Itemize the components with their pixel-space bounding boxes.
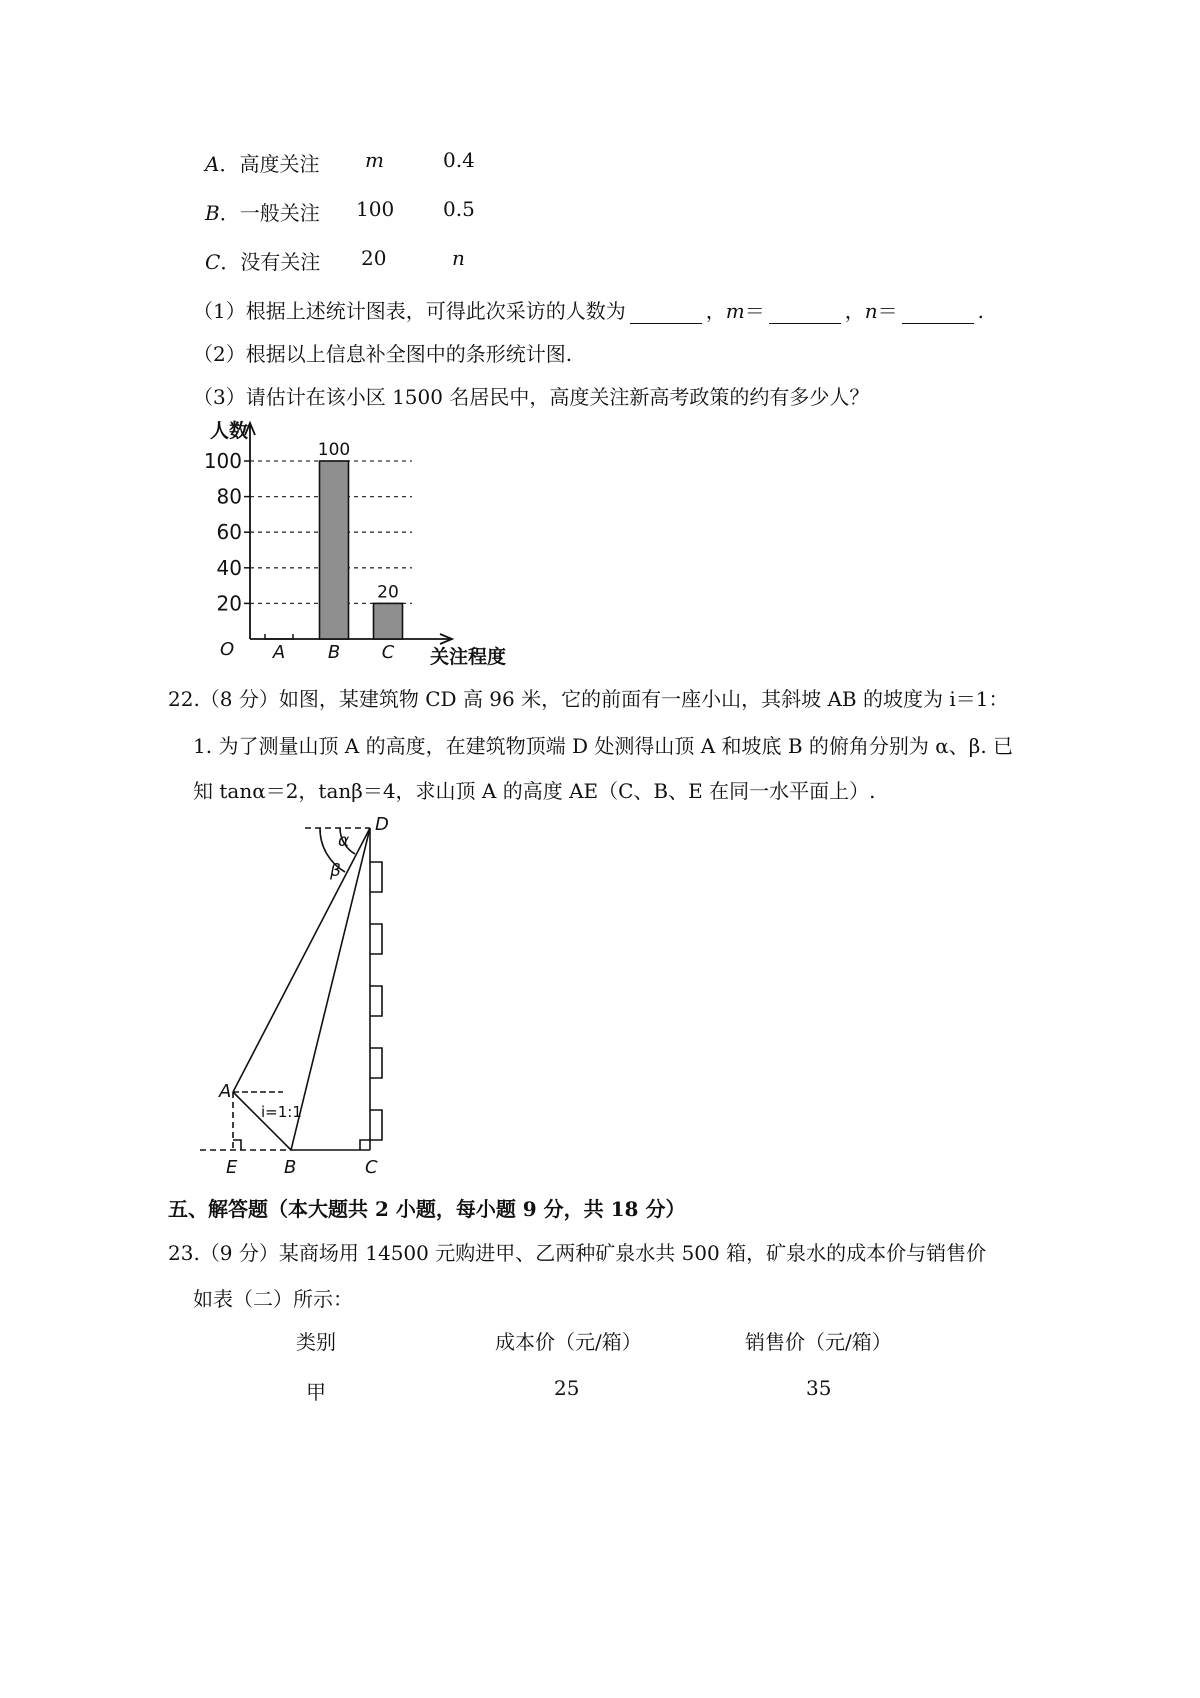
label-e: E: [226, 1157, 238, 1178]
label-alpha: α: [338, 831, 350, 851]
section-title: 五、解答题（本大题共 2 小题，每小题 9 分，共 18 分）: [168, 1197, 686, 1221]
answer-blank-m[interactable]: [769, 303, 841, 324]
table-cell: 35: [806, 1376, 832, 1400]
question-22-line-3: 知 tanα＝2，tanβ＝4，求山顶 A 的高度 AE（C、B、E 在同一水平面上）.: [193, 779, 876, 803]
row-count: m: [365, 148, 384, 172]
bar: [374, 603, 403, 639]
building-window: [370, 1048, 382, 1078]
question-22-line-2: 1. 为了测量山顶 A 的高度，在建筑物顶端 D 处测得山顶 A 和坡底 B 的俯角分别为 α、β. 已: [193, 734, 1014, 758]
label-beta: β: [330, 861, 341, 881]
q1-text: （1）根据上述统计图表，可得此次采访的人数为: [193, 299, 626, 323]
question-3: （3）请估计在该小区 1500 名居民中，高度关注新高考政策的约有多少人？: [193, 385, 870, 409]
question-23-line-1: 23.（9 分）某商场用 14500 元购进甲、乙两种矿泉水共 500 箱，矿泉水的成本价与销售价: [168, 1241, 987, 1265]
table-header: 成本价（元/箱）: [495, 1330, 642, 1354]
q1-eq: ＝: [744, 299, 765, 323]
label-c: C: [365, 1157, 378, 1178]
question-23-line-2: 如表（二）所示：: [193, 1287, 353, 1311]
data-label: 20: [377, 582, 399, 603]
q1-sep: ，: [705, 299, 726, 323]
table-header: 类别: [296, 1330, 336, 1354]
answer-blank-n[interactable]: [902, 303, 974, 324]
answer-blank-total[interactable]: [630, 303, 702, 324]
building-window: [370, 1110, 382, 1140]
row-freq: 0.5: [443, 197, 475, 221]
y-tick-label: 20: [216, 591, 242, 616]
row-freq: 0.4: [443, 148, 475, 172]
line-da: [233, 828, 370, 1092]
origin-label: O: [220, 639, 235, 660]
table-row: [205, 246, 320, 275]
label-d: D: [375, 814, 389, 835]
row-count: 20: [361, 246, 387, 270]
q1-sep: ，: [844, 299, 865, 323]
right-angle-c: [360, 1140, 370, 1150]
question-2: （2）根据以上信息补全图中的条形统计图.: [193, 342, 573, 366]
row-label: ．一般关注: [219, 201, 320, 225]
building-window: [370, 862, 382, 892]
y-tick-label: 60: [216, 520, 242, 545]
table-header: 销售价（元/箱）: [745, 1330, 892, 1354]
table-cell: 甲: [306, 1380, 326, 1404]
category-label: B: [327, 642, 341, 663]
x-axis-label: 关注程度: [430, 646, 507, 668]
row-letter: A: [205, 152, 220, 176]
label-b: B: [284, 1157, 297, 1178]
right-angle-e: [233, 1140, 241, 1150]
question-22-line-1: 22.（8 分）如图，某建筑物 CD 高 96 米，它的前面有一座小山，其斜坡 AB 的坡度为 i＝1：: [168, 687, 1009, 711]
y-tick-label: 100: [203, 449, 242, 473]
row-letter: B: [205, 201, 220, 225]
label-slope: i=1:1: [261, 1103, 302, 1121]
q1-var-n: n: [864, 299, 878, 323]
table-row: [205, 197, 320, 226]
data-label: 100: [317, 440, 351, 460]
y-tick-label: 40: [216, 555, 242, 580]
y-axis-label: 人数: [210, 420, 249, 442]
bar: [320, 461, 349, 639]
q1-eq: ＝: [877, 299, 898, 323]
building-window: [370, 986, 382, 1016]
q1-end: .: [977, 299, 984, 323]
row-letter: C: [205, 250, 221, 274]
label-a: A: [219, 1081, 232, 1102]
question-1: [193, 295, 984, 324]
bar-chart: [190, 415, 530, 677]
row-freq: n: [452, 246, 465, 270]
table-cell: 25: [554, 1376, 580, 1400]
bar-placeholder: [265, 634, 293, 639]
row-count: 100: [356, 197, 395, 221]
building-window: [370, 924, 382, 954]
q1-var-m: m: [725, 299, 745, 323]
category-label: A: [272, 642, 286, 663]
y-tick-label: 80: [216, 484, 242, 509]
row-label: ．没有关注: [220, 250, 321, 274]
geometry-figure: [195, 810, 425, 1180]
category-label: C: [381, 642, 395, 663]
table-row: [205, 148, 319, 177]
row-label: ．高度关注: [219, 152, 320, 176]
